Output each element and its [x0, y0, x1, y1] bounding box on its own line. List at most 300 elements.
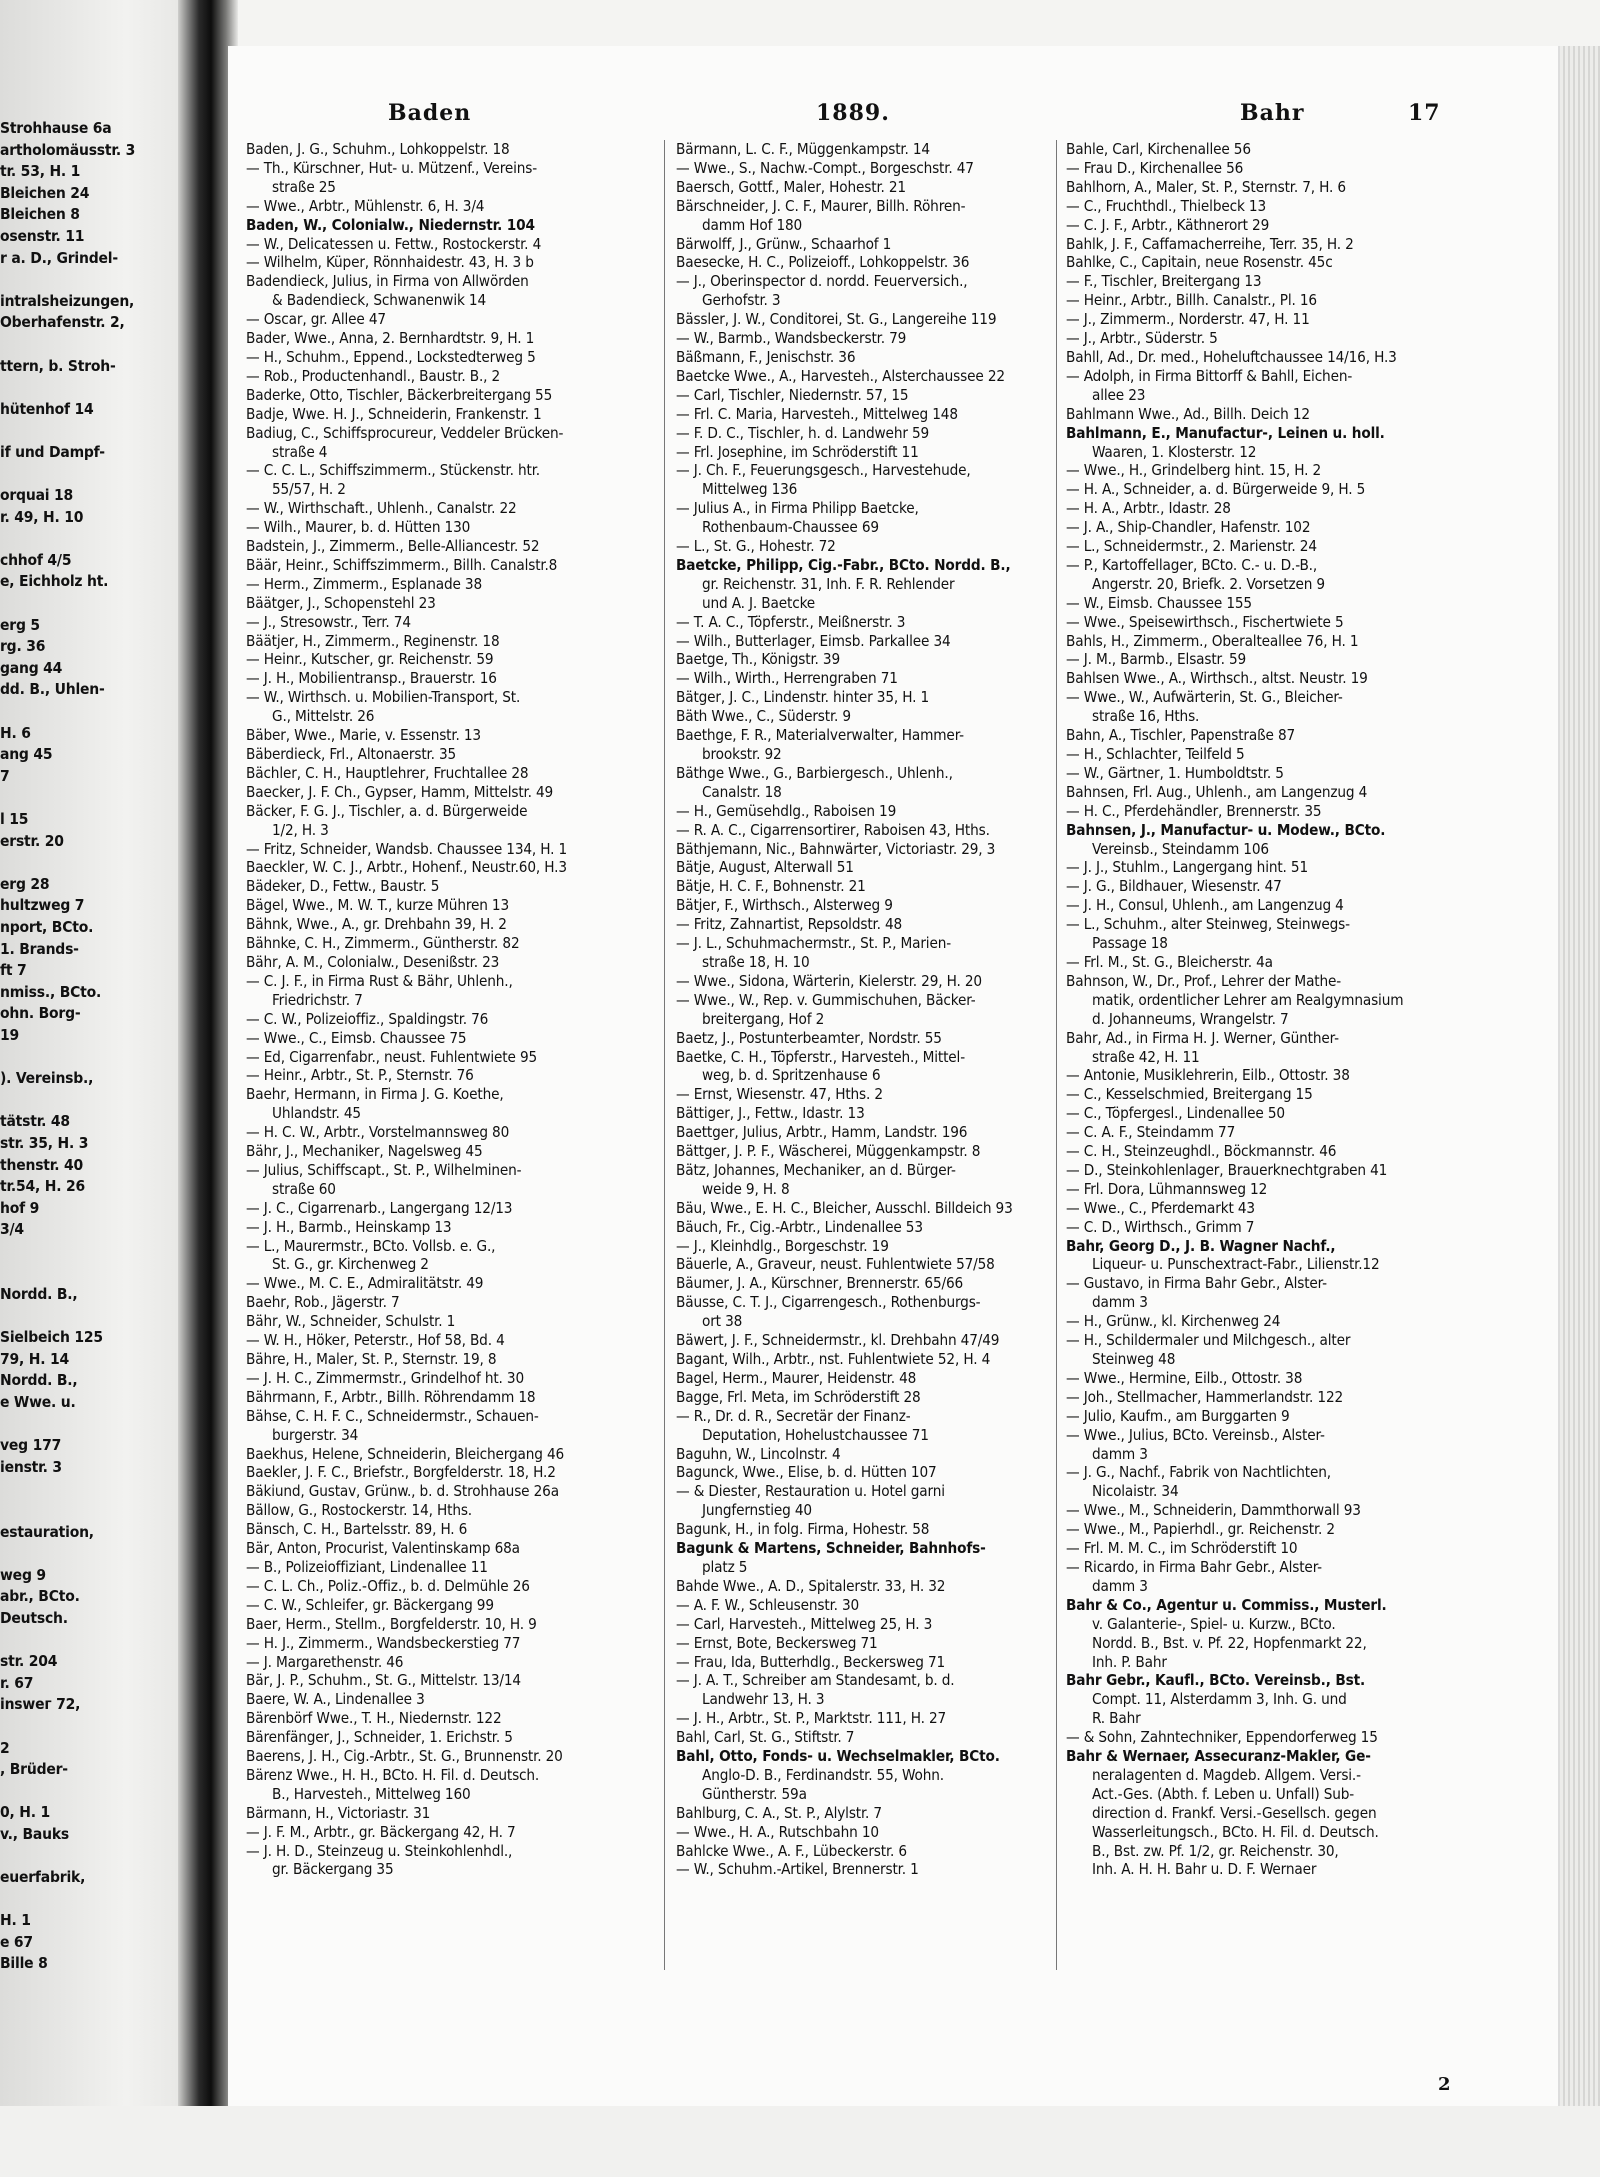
- directory-entry-line: Bädeker, D., Fettw., Baustr. 5: [246, 877, 440, 896]
- directory-entry-line: ort 38: [702, 1312, 743, 1331]
- facing-page-line: 0, H. 1: [0, 1803, 50, 1822]
- directory-entry-line: Bäumer, J. A., Kürschner, Brennerstr. 65/66: [676, 1274, 964, 1293]
- page-number: 17: [1408, 100, 1441, 126]
- directory-entry-line: — J. H. C., Zimmermstr., Grindelhof ht. 30: [246, 1368, 524, 1387]
- directory-entry-line: Bähse, C. H. F. C., Schneidermstr., Schauen-: [246, 1406, 539, 1425]
- directory-entry-line: — Wilhelm, Küper, Rönnhaidestr. 43, H. 3 b: [246, 253, 534, 272]
- directory-entry-line: — J. H. D., Steinzeug u. Steinkohlenhdl.,: [246, 1841, 513, 1860]
- directory-entry-line: — C. W., Schleifer, gr. Bäckergang 99: [246, 1595, 494, 1614]
- directory-entry-line: straße 4: [272, 442, 328, 461]
- directory-column-2: [676, 140, 1091, 1960]
- directory-entry-line: Bahll, Ad., Dr. med., Hoheluftchaussee 14/16, H.3: [1066, 347, 1397, 366]
- directory-entry-line: Bahlke, C., Capitain, neue Rosenstr. 45c: [1066, 253, 1333, 272]
- directory-entry-line: — J., Stresowstr., Terr. 74: [246, 612, 411, 631]
- directory-entry-line: — Julius, Schiffscapt., St. P., Wilhelminen-: [246, 1160, 522, 1179]
- directory-entry-line: Baesecke, H. C., Polizeioff., Lohkoppelstr. 36: [676, 253, 970, 272]
- facing-page-line: weg 9: [0, 1565, 46, 1584]
- directory-entry-line: Bahlhorn, A., Maler, St. P., Sternstr. 7, H. 6: [1066, 177, 1346, 196]
- facing-page-line: ). Vereinsb.,: [0, 1069, 94, 1088]
- directory-entry-line: Uhlandstr. 45: [272, 1104, 361, 1123]
- facing-page-line: inswег 72,: [0, 1695, 81, 1714]
- directory-entry-line: Rothenbaum-Chaussee 69: [702, 518, 879, 537]
- directory-entry-line: Bätger, J. C., Lindenstr. hinter 35, H. 1: [676, 688, 930, 707]
- directory-entry-line: Baehr, Rob., Jägerstr. 7: [246, 1293, 400, 1312]
- directory-entry-line: Bäär, Heinr., Schiffszimmerm., Billh. Canalstr.8: [246, 555, 558, 574]
- directory-entry-line: — R., Dr. d. R., Secretär der Finanz-: [676, 1406, 911, 1425]
- directory-entry-line: Baekhus, Helene, Schneiderin, Bleichergang 46: [246, 1444, 565, 1463]
- directory-entry-line: — Wwe., C., Eimsb. Chaussee 75: [246, 1028, 467, 1047]
- directory-entry-line: — J., Arbtr., Süderstr. 5: [1066, 329, 1218, 348]
- directory-entry-line: — L., Schuhm., alter Steinweg, Steinwegs-: [1066, 915, 1350, 934]
- directory-entry-line: — J. H., Mobilientransp., Brauerstr. 16: [246, 669, 497, 688]
- header-year: 1889.: [816, 100, 890, 126]
- directory-entry-line: Canalstr. 18: [702, 782, 782, 801]
- directory-entry-line: Bäberdieck, Frl., Altonaerstr. 35: [246, 745, 457, 763]
- directory-entry-line: — H., Grünw., kl. Kirchenweg 24: [1066, 1312, 1281, 1331]
- directory-entry-line: Bahlsen Wwe., A., Wirthsch., altst. Neustr. 19: [1066, 669, 1368, 688]
- facing-page-line: Bleichen 8: [0, 205, 80, 224]
- facing-page-line: H. 1: [0, 1911, 31, 1930]
- facing-page-line: Deutsch.: [0, 1608, 68, 1627]
- directory-entry-line: — Wwe., M., Schneiderin, Dammthorwall 93: [1066, 1501, 1361, 1520]
- directory-entry-line: Bähnke, C. H., Zimmerm., Güntherstr. 82: [246, 934, 520, 953]
- facing-page-line: [0, 1306, 178, 1328]
- facing-page-line: orquai 18: [0, 486, 74, 505]
- directory-entry-line: — Julius A., in Firma Philipp Baetcke,: [676, 499, 919, 518]
- facing-page-line: 19: [0, 1025, 20, 1044]
- directory-entry-line: B., Bst. zw. Pf. 1/2, gr. Reichenstr. 30,: [1092, 1841, 1339, 1860]
- directory-entry-line: — Carl, Tischler, Niedernstr. 57, 15: [676, 385, 909, 404]
- directory-entry-line: Bättiger, J., Fettw., Idastr. 13: [676, 1104, 865, 1123]
- facing-page-line: r a. D., Grindel-: [0, 248, 118, 267]
- directory-entry-line: — J. H., Consul, Uhlenh., am Langenzug 4: [1066, 896, 1344, 915]
- directory-entry-line: straße 25: [272, 177, 336, 196]
- facing-page-fragments: [0, 118, 178, 1973]
- facing-page-line: Nordd. B.,: [0, 1371, 78, 1390]
- directory-entry-line: allee 23: [1092, 385, 1146, 404]
- facing-page-line: nmiss., BCto.: [0, 982, 102, 1001]
- facing-page-line: hof 9: [0, 1198, 40, 1217]
- directory-entry-line: Bäu, Wwe., E. H. C., Bleicher, Ausschl. Billdeich 93: [676, 1198, 1013, 1217]
- directory-entry-line: & Badendieck, Schwanenwik 14: [272, 291, 487, 310]
- directory-entry-line: matik, ordentlicher Lehrer am Realgymnasium: [1092, 990, 1404, 1009]
- facing-page-line: [0, 787, 178, 809]
- directory-entry-line: Bahnsen, Frl. Aug., Uhlenh., am Langenzug 4: [1066, 782, 1368, 801]
- directory-entry-line: Passage 18: [1092, 934, 1168, 953]
- directory-entry-line: brookstr. 92: [702, 745, 782, 763]
- facing-page-line: if und Dampf-: [0, 442, 105, 461]
- facing-page-line: gang 44: [0, 658, 63, 677]
- directory-entry-line: Bäthge Wwe., G., Barbiergesch., Uhlenh.,: [676, 763, 953, 782]
- directory-entry-line: Baetge, Th., Königstr. 39: [676, 650, 840, 669]
- directory-entry-line: Bahlmann Wwe., Ad., Billh. Deich 12: [1066, 404, 1310, 423]
- directory-entry-line: Bahlburg, C. A., St. P., Alylstr. 7: [676, 1803, 882, 1822]
- directory-entry-line: Bällow, G., Rostockerstr. 14, Hths.: [246, 1501, 472, 1520]
- directory-entry-line: — H. C., Pferdehändler, Brennerstr. 35: [1066, 801, 1322, 820]
- directory-entry-line: Bäuch, Fr., Cig.-Arbtr., Lindenallee 53: [676, 1217, 923, 1236]
- directory-entry-line: platz 5: [702, 1557, 748, 1576]
- header-right-catchword: Bahr: [1240, 100, 1305, 126]
- directory-entry-line: breitergang, Hof 2: [702, 1009, 825, 1028]
- directory-entry-line: straße 60: [272, 1179, 336, 1198]
- facing-page-line: ang 45: [0, 745, 53, 764]
- directory-entry-line: — L., Maurermstr., BCto. Vollsb. e. G.,: [246, 1236, 496, 1255]
- directory-entry-line: Bahr & Wernaer, Assecuranz-Makler, Ge-: [1066, 1747, 1371, 1766]
- directory-entry-line: — Wwe., Speisewirthsch., Fischertwiete 5: [1066, 612, 1344, 631]
- directory-entry-line: — J. A., Ship-Chandler, Hafenstr. 102: [1066, 518, 1311, 537]
- directory-entry-line: straße 42, H. 11: [1092, 1047, 1200, 1066]
- directory-entry-line: — H., Schildermaler und Milchgesch., alter: [1066, 1331, 1351, 1350]
- directory-entry-line: Bärenfänger, J., Schneider, 1. Erichstr. 5: [246, 1728, 513, 1747]
- directory-entry-line: — Fritz, Zahnartist, Repsoldstr. 48: [676, 915, 903, 934]
- facing-page-line: chhof 4/5: [0, 550, 72, 569]
- directory-entry-line: Bäßmann, F., Jenischstr. 36: [676, 347, 856, 366]
- facing-page-line: [0, 420, 178, 442]
- directory-entry-line: Baehr, Hermann, in Firma J. G. Koethe,: [246, 1085, 504, 1104]
- facing-page-line: l 15: [0, 810, 29, 828]
- directory-entry-line: — Frl. M. M. C., im Schröderstift 10: [1066, 1539, 1298, 1558]
- facing-page-line: [0, 1500, 178, 1522]
- directory-entry-line: damm Hof 180: [702, 215, 803, 234]
- directory-entry-line: 1/2, H. 3: [272, 820, 329, 839]
- facing-page-line: 2: [0, 1738, 10, 1757]
- facing-page-line: 1. Brands-: [0, 939, 79, 958]
- directory-entry-line: Bäätger, J., Schopenstehl 23: [246, 593, 436, 612]
- directory-entry-line: Baersch, Gottf., Maler, Hohestr. 21: [676, 177, 906, 196]
- directory-entry-line: Bahlk, J. F., Caffamacherreihe, Terr. 35, H. 2: [1066, 234, 1354, 253]
- directory-entry-line: — W. H., Höker, Peterstr., Hof 58, Bd. 4: [246, 1331, 505, 1350]
- page-header: [228, 100, 1558, 140]
- directory-entry-line: Inh. A. H. H. Bahr u. D. F. Wernaer: [1092, 1860, 1317, 1879]
- directory-entry-line: — L., St. G., Hohestr. 72: [676, 537, 836, 556]
- directory-entry-line: — & Diester, Restauration u. Hotel garni: [676, 1482, 945, 1501]
- facing-page-line: e, Eichholz ht.: [0, 572, 109, 591]
- directory-entry-line: — Wwe., M., Papierhdl., gr. Reichenstr. 2: [1066, 1520, 1335, 1539]
- directory-entry-line: — J., Kleinhdlg., Borgeschstr. 19: [676, 1236, 889, 1255]
- directory-entry-line: — F., Tischler, Breitergang 13: [1066, 272, 1262, 291]
- directory-entry-line: — J. L., Schuhmachermstr., St. P., Marien-: [676, 934, 952, 953]
- directory-entry-line: — Frl. C. Maria, Harvesteh., Mittelweg 148: [676, 404, 958, 423]
- facing-page-line: [0, 852, 178, 874]
- directory-entry-line: — R. A. C., Cigarrensortirer, Raboisen 43, Hths.: [676, 820, 990, 839]
- directory-entry-line: — F. D. C., Tischler, h. d. Landwehr 59: [676, 423, 930, 442]
- facing-page-line: euerfabrik,: [0, 1868, 86, 1887]
- directory-entry-line: Baethge, F. R., Materialverwalter, Hammer-: [676, 726, 964, 745]
- facing-page-line: v., Bauks: [0, 1824, 70, 1843]
- directory-entry-line: — Wilh., Butterlager, Eimsb. Parkallee 34: [676, 631, 951, 650]
- directory-entry-line: — H., Schlachter, Teilfeld 5: [1066, 745, 1245, 763]
- directory-entry-line: Bagunk & Martens, Schneider, Bahnhofs-: [676, 1539, 986, 1558]
- directory-entry-line: Baguhn, W., Lincolnstr. 4: [676, 1444, 841, 1463]
- directory-entry-line: Bärmann, L. C. F., Müggenkampstr. 14: [676, 140, 930, 158]
- directory-entry-line: — J. Margarethenstr. 46: [246, 1652, 404, 1671]
- directory-entry-line: Bäusse, C. T. J., Cigarrengesch., Rothenburgs-: [676, 1293, 981, 1312]
- directory-entry-line: Bär, Anton, Procurist, Valentinskamp 68a: [246, 1539, 520, 1558]
- directory-entry-line: Gerhofstr. 3: [702, 291, 781, 310]
- directory-entry-line: Bänsch, C. H., Bartelsstr. 89, H. 6: [246, 1520, 468, 1539]
- directory-entry-line: Bahl, Carl, St. G., Stiftstr. 7: [676, 1728, 855, 1747]
- directory-entry-line: — C., Töpfergesl., Lindenallee 50: [1066, 1104, 1285, 1123]
- directory-entry-line: — W., Wirthsch. u. Mobilien-Transport, St.: [246, 688, 521, 707]
- directory-entry-line: — Frau D., Kirchenallee 56: [1066, 158, 1244, 177]
- directory-entry-line: burgerstr. 34: [272, 1425, 359, 1444]
- directory-entry-line: — T. A. C., Töpferstr., Meißnerstr. 3: [676, 612, 906, 631]
- directory-entry-line: Bahn, A., Tischler, Papenstraße 87: [1066, 726, 1296, 745]
- directory-entry-line: Act.-Ges. (Abth. f. Leben u. Unfall) Sub-: [1092, 1784, 1355, 1803]
- facing-page-line: r. 67: [0, 1673, 34, 1692]
- directory-entry-line: weg, b. d. Spritzenhause 6: [702, 1066, 881, 1085]
- directory-entry-line: Baere, W. A., Lindenallee 3: [246, 1690, 425, 1709]
- facing-page-line: r. 49, H. 10: [0, 507, 84, 526]
- directory-entry-line: Bähnk, Wwe., A., gr. Drehbahn 39, H. 2: [246, 915, 507, 934]
- facing-page-line: erg 28: [0, 874, 50, 893]
- facing-page-line: ttern, b. Stroh-: [0, 356, 116, 375]
- facing-page-line: ienstr. 3: [0, 1457, 62, 1476]
- page-edges: [1560, 46, 1600, 2106]
- directory-entry-line: Waaren, 1. Klosterstr. 12: [1092, 442, 1257, 461]
- directory-entry-line: — L., Schneidermstr., 2. Marienstr. 24: [1066, 537, 1317, 556]
- directory-entry-line: — H. A., Arbtr., Idastr. 28: [1066, 499, 1231, 518]
- directory-entry-line: — Wwe., H., Grindelberg hint. 15, H. 2: [1066, 461, 1322, 480]
- facing-page-line: [0, 701, 178, 723]
- facing-page-line: dd. B., Uhlen-: [0, 680, 105, 699]
- directory-entry-line: Steinweg 48: [1092, 1350, 1176, 1368]
- directory-entry-line: straße 16, Hths.: [1092, 707, 1200, 726]
- facing-page-line: artholomäusstr. 3: [0, 140, 136, 159]
- directory-column-1: [246, 140, 661, 1960]
- directory-entry-line: — Wwe., H. A., Rutschbahn 10: [676, 1822, 879, 1841]
- directory-entry-line: Bätje, H. C. F., Bohnenstr. 21: [676, 877, 866, 896]
- facing-page-line: ft 7: [0, 961, 27, 980]
- directory-entry-line: gr. Bäckergang 35: [272, 1860, 394, 1879]
- directory-entry-line: — J., Oberinspector d. nordd. Feuerversich.,: [676, 272, 968, 291]
- directory-entry-line: Bährmann, F., Arbtr., Billh. Röhrendamm 18: [246, 1387, 536, 1406]
- directory-entry-line: — Rob., Productenhandl., Baustr. B., 2: [246, 366, 501, 385]
- directory-entry-line: Bärenbörf Wwe., T. H., Niedernstr. 122: [246, 1709, 502, 1728]
- facing-page-line: [0, 1478, 178, 1500]
- directory-entry-line: — Wilh., Maurer, b. d. Hütten 130: [246, 518, 471, 537]
- directory-entry-line: Anglo-D. B., Ferdinandstr. 55, Wohn.: [702, 1765, 944, 1784]
- directory-entry-line: straße 18, H. 10: [702, 952, 810, 971]
- directory-entry-line: Baettger, Julius, Arbtr., Hamm, Landstr. 196: [676, 1123, 968, 1142]
- directory-entry-line: — Wwe., W., Rep. v. Gummischuhen, Bäcker-: [676, 990, 976, 1009]
- directory-entry-line: — J. C., Cigarrenarb., Langergang 12/13: [246, 1198, 513, 1217]
- directory-entry-line: — Wwe., S., Nachw.-Compt., Borgeschstr. 47: [676, 158, 974, 177]
- facing-page-line: Bleichen 24: [0, 183, 90, 202]
- directory-entry-line: Bätz, Johannes, Mechaniker, an d. Bürger-: [676, 1160, 956, 1179]
- directory-entry-line: — Frl. Josephine, im Schröderstift 11: [676, 442, 919, 461]
- directory-entry-line: — B., Polizeioffiziant, Lindenallee 11: [246, 1557, 488, 1576]
- directory-entry-line: Bächler, C. H., Hauptlehrer, Fruchtallee 28: [246, 763, 529, 782]
- facing-page-line: Oberhafenstr. 2,: [0, 313, 125, 332]
- facing-page-line: e 67: [0, 1932, 33, 1951]
- directory-entry-line: — C. D., Wirthsch., Grimm 7: [1066, 1217, 1255, 1236]
- directory-entry-line: — C. W., Polizeioffiz., Spaldingstr. 76: [246, 1009, 489, 1028]
- facing-page-line: [0, 377, 178, 399]
- directory-entry-line: Baderke, Otto, Tischler, Bäckerbreitergang 55: [246, 385, 553, 404]
- directory-entry-line: — Fritz, Schneider, Wandsb. Chaussee 134, H. 1: [246, 839, 568, 858]
- directory-entry-line: — Wwe., Hermine, Eilb., Ottostr. 38: [1066, 1368, 1303, 1387]
- directory-entry-line: Bahde Wwe., A. D., Spitalerstr. 33, H. 32: [676, 1576, 946, 1595]
- facing-page-line: [0, 1543, 178, 1565]
- directory-entry-line: — C., Fruchthdl., Thielbeck 13: [1066, 196, 1267, 215]
- directory-entry-line: Bäber, Wwe., Marie, v. Essenstr. 13: [246, 726, 481, 745]
- directory-entry-line: Bägel, Wwe., M. W. T., kurze Mühren 13: [246, 896, 510, 915]
- directory-entry-line: Bärmann, H., Victoriastr. 31: [246, 1803, 431, 1822]
- directory-entry-line: 55/57, H. 2: [272, 480, 346, 499]
- directory-entry-line: Bahr, Ad., in Firma H. J. Werner, Günther-: [1066, 1028, 1339, 1047]
- directory-entry-line: — J. G., Bildhauer, Wiesenstr. 47: [1066, 877, 1282, 896]
- directory-entry-line: — Ernst, Wiesenstr. 47, Hths. 2: [676, 1085, 883, 1104]
- directory-entry-line: Bäthjemann, Nic., Bahnwärter, Victoriastr. 29, 3: [676, 839, 996, 858]
- directory-entry-line: Bahle, Carl, Kirchenallee 56: [1066, 140, 1251, 158]
- facing-page-line: Bille 8: [0, 1954, 48, 1973]
- directory-entry-line: — H. J., Zimmerm., Wandsbeckerstieg 77: [246, 1633, 521, 1652]
- directory-entry-line: G., Mittelstr. 26: [272, 707, 375, 726]
- facing-page-line: [0, 334, 178, 356]
- directory-entry-line: — Wwe., Arbtr., Mühlenstr. 6, H. 3/4: [246, 196, 485, 215]
- directory-entry-line: Mittelweg 136: [702, 480, 798, 499]
- directory-entry-line: — Julio, Kaufm., am Burggarten 9: [1066, 1406, 1290, 1425]
- directory-entry-line: — J. J., Stuhlm., Langergang hint. 51: [1066, 858, 1309, 877]
- directory-entry-line: damm 3: [1092, 1444, 1148, 1463]
- facing-page-line: [0, 1262, 178, 1284]
- directory-entry-line: — Wwe., W., Aufwärterin, St. G., Bleicher-: [1066, 688, 1343, 707]
- directory-entry-line: Bäwert, J. F., Schneidermstr., kl. Drehbahn 47/49: [676, 1331, 1000, 1350]
- facing-page-line: intralsheizungen,: [0, 291, 135, 310]
- directory-entry-line: Nicolaistr. 34: [1092, 1482, 1179, 1501]
- directory-entry-line: — Heinr., Kutscher, gr. Reichenstr. 59: [246, 650, 494, 669]
- facing-page-line: H. 6: [0, 723, 31, 742]
- directory-entry-line: — Th., Kürschner, Hut- u. Mützenf., Vereins-: [246, 158, 537, 177]
- directory-entry-line: — Antonie, Musiklehrerin, Eilb., Ottostr. 38: [1066, 1066, 1350, 1085]
- facing-page-line: [0, 464, 178, 486]
- directory-entry-line: Baetcke, Philipp, Cig.-Fabr., BCto. Nordd. B.,: [676, 555, 1011, 574]
- directory-entry-line: — J. H., Arbtr., St. P., Marktstr. 111, H. 27: [676, 1709, 947, 1728]
- directory-entry-line: — J. M., Barmb., Elsastr. 59: [1066, 650, 1247, 669]
- facing-page-line: tätstr. 48: [0, 1112, 70, 1131]
- facing-page-line: tr. 53, H. 1: [0, 162, 81, 181]
- directory-entry-line: Liqueur- u. Punschextract-Fabr., Lilienstr.12: [1092, 1255, 1380, 1274]
- directory-entry-line: Jungfernstieg 40: [702, 1501, 812, 1520]
- directory-entry-line: — Ricardo, in Firma Bahr Gebr., Alster-: [1066, 1557, 1322, 1576]
- directory-entry-line: — H. A., Schneider, a. d. Bürgerweide 9, H. 5: [1066, 480, 1366, 499]
- directory-entry-line: Bagunck, Wwe., Elise, b. d. Hütten 107: [676, 1463, 937, 1482]
- directory-entry-line: Bähre, H., Maler, St. P., Sternstr. 19, 8: [246, 1350, 497, 1368]
- directory-entry-line: Bahl, Otto, Fonds- u. Wechselmakler, BCto.: [676, 1747, 1000, 1766]
- facing-page-line: hütenhof 14: [0, 399, 94, 418]
- directory-entry-line: Bahnson, W., Dr., Prof., Lehrer der Mathe-: [1066, 971, 1342, 990]
- facing-page-line: [0, 1889, 178, 1911]
- directory-entry-line: — C. H., Steinzeughdl., Böckmannstr. 46: [1066, 1142, 1337, 1161]
- directory-entry-line: Wasserleitungsch., BCto. H. Fil. d. Deutsch.: [1092, 1822, 1379, 1841]
- directory-entry-line: Inh. P. Bahr: [1092, 1652, 1167, 1671]
- facing-page-line: abr., BCto.: [0, 1587, 80, 1606]
- facing-page-line: tr.54, H. 26: [0, 1177, 86, 1196]
- facing-page-line: osenstr. 11: [0, 226, 85, 245]
- directory-entry-line: B., Harvesteh., Mittelweg 160: [272, 1784, 471, 1803]
- directory-entry-line: Baden, W., Colonialw., Niedernstr. 104: [246, 215, 535, 234]
- directory-entry-line: — Frl. Dora, Lühmannsweg 12: [1066, 1179, 1268, 1198]
- facing-page-line: thenstr. 40: [0, 1155, 83, 1174]
- directory-entry-line: Bäth Wwe., C., Süderstr. 9: [676, 707, 851, 726]
- directory-entry-line: — J. A. T., Schreiber am Standesamt, b. d.: [676, 1671, 955, 1690]
- directory-entry-line: St. G., gr. Kirchenweg 2: [272, 1255, 429, 1274]
- directory-entry-line: — C., Kesselschmied, Breitergang 15: [1066, 1085, 1313, 1104]
- facing-page-line: [0, 269, 178, 291]
- facing-page-line: [0, 1414, 178, 1436]
- directory-entry-line: v. Galanterie-, Spiel- u. Kurzw., BCto.: [1092, 1614, 1336, 1633]
- directory-entry-line: gr. Reichenstr. 31, Inh. F. R. Rehlender: [702, 574, 955, 593]
- directory-entry-line: Angerstr. 20, Briefk. 2. Vorsetzen 9: [1092, 574, 1325, 593]
- directory-entry-line: — H., Gemüsehdlg., Raboisen 19: [676, 801, 897, 820]
- directory-entry-line: — Frau, Ida, Butterhdlg., Beckersweg 71: [676, 1652, 946, 1671]
- facing-page-line: [0, 593, 178, 615]
- directory-entry-line: — J., Zimmerm., Norderstr. 47, H. 11: [1066, 310, 1310, 329]
- directory-entry-line: Bäätjer, H., Zimmerm., Reginenstr. 18: [246, 631, 500, 650]
- directory-entry-line: — J. G., Nachf., Fabrik von Nachtlichten,: [1066, 1463, 1331, 1482]
- directory-entry-line: Bagant, Wilh., Arbtr., nst. Fuhlentwiete 52, H. 4: [676, 1350, 991, 1368]
- facing-page-line: e Wwe. u.: [0, 1393, 76, 1412]
- directory-entry-line: — D., Steinkohlenlager, Brauerknechtgraben 41: [1066, 1160, 1388, 1179]
- directory-entry-line: direction d. Frankf. Versi.-Gesellsch. gegen: [1092, 1803, 1377, 1822]
- directory-entry-line: Deputation, Hohelustchaussee 71: [702, 1425, 929, 1444]
- directory-entry-line: — Heinr., Arbtr., St. P., Sternstr. 76: [246, 1066, 474, 1085]
- facing-page-line: str. 35, H. 3: [0, 1133, 89, 1152]
- directory-entry-line: — Herm., Zimmerm., Esplanade 38: [246, 574, 483, 593]
- directory-entry-line: neralagenten d. Magdeb. Allgem. Versi.-: [1092, 1765, 1361, 1784]
- directory-entry-line: Baer, Herm., Stellm., Borgfelderstr. 10, H. 9: [246, 1614, 537, 1633]
- directory-entry-line: — C. J. F., Arbtr., Käthnerort 29: [1066, 215, 1270, 234]
- directory-entry-line: Baetz, J., Postunterbeamter, Nordstr. 55: [676, 1028, 942, 1047]
- directory-entry-line: Bahls, H., Zimmerm., Oberalteallee 76, H. 1: [1066, 631, 1359, 650]
- directory-entry-line: — Heinr., Arbtr., Billh. Canalstr., Pl. 16: [1066, 291, 1317, 310]
- directory-entry-line: — Wwe., C., Pferdemarkt 43: [1066, 1198, 1255, 1217]
- directory-entry-line: Güntherstr. 59a: [702, 1784, 807, 1803]
- facing-page-line: [0, 1846, 178, 1868]
- directory-entry-line: Bähr, A. M., Colonialw., Desenißstr. 23: [246, 952, 500, 971]
- directory-entry-line: Bärenz Wwe., H. H., BCto. H. Fil. d. Deutsch.: [246, 1765, 540, 1784]
- facing-page-line: erstr. 20: [0, 831, 64, 850]
- directory-entry-line: Bärwolff, J., Grünw., Schaarhof 1: [676, 234, 892, 253]
- facing-page-line: erg 5: [0, 615, 40, 634]
- facing-page-line: 3/4: [0, 1220, 24, 1239]
- facing-page-line: nport, BCto.: [0, 917, 94, 936]
- directory-entry-line: — H., Schuhm., Eppend., Lockstedterweg 5: [246, 347, 536, 366]
- directory-entry-line: Bagunk, H., in folg. Firma, Hohestr. 58: [676, 1520, 930, 1539]
- facing-page-line: rg. 36: [0, 637, 46, 656]
- directory-entry-line: — J. H., Barmb., Heinskamp 13: [246, 1217, 452, 1236]
- directory-entry-line: — Ed, Cigarrenfabr., neust. Fuhlentwiete 95: [246, 1047, 538, 1066]
- directory-entry-line: Friedrichstr. 7: [272, 990, 363, 1009]
- directory-entry-line: damm 3: [1092, 1293, 1148, 1312]
- directory-entry-line: — Frl. M., St. G., Bleicherstr. 4a: [1066, 952, 1273, 971]
- directory-entry-line: — W., Wirthschaft., Uhlenh., Canalstr. 22: [246, 499, 517, 518]
- directory-entry-line: Vereinsb., Steindamm 106: [1092, 839, 1269, 858]
- facing-page-line: veg 177: [0, 1436, 62, 1455]
- directory-entry-line: — W., Delicatessen u. Fettw., Rostockerstr. 4: [246, 234, 542, 253]
- facing-page-line: Strohhause 6a: [0, 119, 112, 137]
- directory-entry-line: Bähr, J., Mechaniker, Nagelsweg 45: [246, 1142, 483, 1161]
- directory-entry-line: Baeckler, W. C. J., Arbtr., Hohenf., Neustr.60, H.3: [246, 858, 567, 877]
- directory-entry-line: Bäkiund, Gustav, Grünw., b. d. Strohhause 26a: [246, 1482, 559, 1501]
- directory-entry-line: — A. F. W., Schleusenstr. 30: [676, 1595, 860, 1614]
- directory-entry-line: Baecker, J. F. Ch., Gypser, Hamm, Mittelstr. 49: [246, 782, 554, 801]
- directory-entry-line: Badje, Wwe. H. J., Schneiderin, Frankenstr. 1: [246, 404, 542, 423]
- facing-page-line: [0, 1781, 178, 1803]
- directory-entry-line: Bahr, Georg D., J. B. Wagner Nachf.,: [1066, 1236, 1336, 1255]
- directory-entry-line: Bäcker, F. G. J., Tischler, a. d. Bürgerweide: [246, 801, 528, 820]
